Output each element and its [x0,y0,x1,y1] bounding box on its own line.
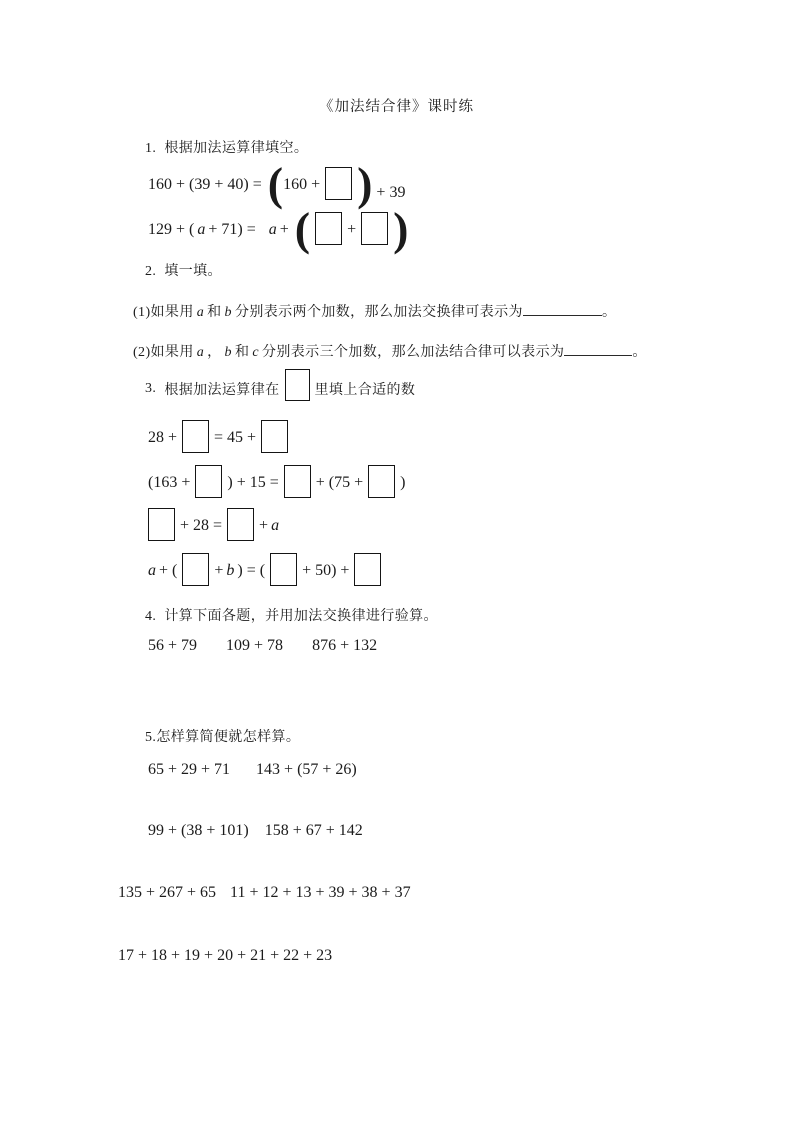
q3-row-3 [148,508,282,544]
q2-text: 填一填。 [164,264,222,279]
q2-item-1 [133,301,616,321]
answer-box [285,369,310,401]
q1-equation-2 [148,202,409,255]
eq2-p2: + 71) = [208,221,256,238]
expression: 11 + 12 + 13 + 39 + 38 + 37 [230,884,411,901]
var-b: b [224,345,232,360]
answer-box [261,420,288,453]
expression: 56 + 79 [148,637,198,654]
q2-item2-period: 。 [632,345,647,360]
q2-item2-t2: 和 [234,345,250,360]
q3-header [145,372,415,406]
expression: 876 + 132 [312,637,378,654]
q2-item2-label: (2) [133,345,151,360]
answer-box [361,212,388,245]
r2-p4: ) [400,474,406,491]
q5-row-4 [118,947,332,965]
var-a: a [148,562,156,579]
expression: 65 + 29 + 71 [148,761,231,778]
q1-text: 根据加法运算律填空。 [164,141,309,156]
q3-text-post: 里填上合适的数 [314,383,416,398]
var-a: a [271,517,280,534]
q4-number: 4. [145,609,157,624]
big-left-paren: ( [267,157,284,210]
r1-p1: 28 + [148,429,178,446]
r4-p1: + ( [159,562,178,579]
q2-item2-t3: 分别表示三个加数，那么加法结合律可以表示为 [261,345,565,360]
var-c: c [252,345,259,360]
q2-item1-t3: 分别表示两个加数，那么加法交换律可表示为 [234,305,523,320]
expression: 17 + 18 + 19 + 20 + 21 + 22 + 23 [118,947,333,964]
q1-equation-1 [148,157,406,210]
big-left-paren: ( [294,202,311,255]
q2-item1-label: (1) [133,305,151,320]
answer-box [270,553,297,586]
answer-box [368,465,395,498]
r4-p3: ) = ( [237,562,266,579]
r3-p1: + 28 = [180,517,223,534]
r4-p4: + 50) + [302,562,350,579]
q2-item-2 [133,341,647,361]
answer-box [195,465,222,498]
q5-row-1 [148,761,357,779]
q3-row-2 [148,465,405,501]
q2-item1-t1: 如果用 [150,305,194,320]
q3-text-pre: 根据加法运算律在 [164,383,280,398]
q2-header [145,260,222,280]
answer-box [284,465,311,498]
var-b: b [226,562,235,579]
r1-p2: = 45 + [214,429,257,446]
r2-p1: (163 + [148,474,191,491]
answer-box [354,553,381,586]
q3-number: 3. [145,381,157,396]
answer-box [315,212,342,245]
var-a: a [196,305,205,320]
answer-box [182,420,209,453]
eq1-tail: + 39 [376,184,406,201]
q4-header [145,605,438,625]
q2-item1-t2: 和 [207,305,222,320]
big-right-paren: ) [357,157,373,210]
eq2-var-a2: a [268,221,277,238]
expression: 135 + 267 + 65 [118,884,217,901]
q5-number: 5. [145,730,157,745]
eq2-p1: 129 + ( [148,221,195,238]
eq2-plus: + [347,221,357,238]
eq1-lhs: 160 + (39 + 40) = [148,176,262,193]
r2-p3: + (75 + [315,474,364,491]
expression: 143 + (57 + 26) [256,761,357,778]
q1-number: 1. [145,141,157,156]
expression: 158 + 67 + 142 [264,822,363,839]
q2-item2-comma: ， [207,345,222,360]
q5-header [145,726,300,746]
answer-box [182,553,209,586]
q4-expressions [148,637,377,655]
big-right-paren: ) [393,202,409,255]
q5-row-3 [118,884,411,902]
q2-item2-t1: 如果用 [150,345,194,360]
answer-box [148,508,175,541]
page-title: 《加法结合律》课时练 [319,99,474,115]
r4-p2: + [214,562,224,579]
q2-number: 2. [145,264,157,279]
r3-p2: + [259,517,269,534]
answer-box [227,508,254,541]
answer-box [325,167,352,200]
expression: 109 + 78 [226,637,284,654]
q3-row-4 [148,553,386,589]
q5-row-2 [148,822,363,840]
q2-item1-period: 。 [601,305,617,320]
var-b: b [224,305,232,320]
answer-blank [523,301,602,316]
r2-p2: ) + 15 = [227,474,279,491]
eq2-p3: + [279,221,289,238]
var-a: a [196,345,205,360]
expression: 99 + (38 + 101) [148,822,249,839]
answer-blank [564,341,632,356]
eq1-inner: 160 + [283,176,321,193]
eq2-var-a: a [197,221,206,238]
q3-row-1 [148,420,293,456]
q4-text: 计算下面各题，并用加法交换律进行验算。 [164,609,438,624]
q1-header [145,137,308,157]
q5-text: 怎样算简便就怎样算。 [156,730,301,745]
